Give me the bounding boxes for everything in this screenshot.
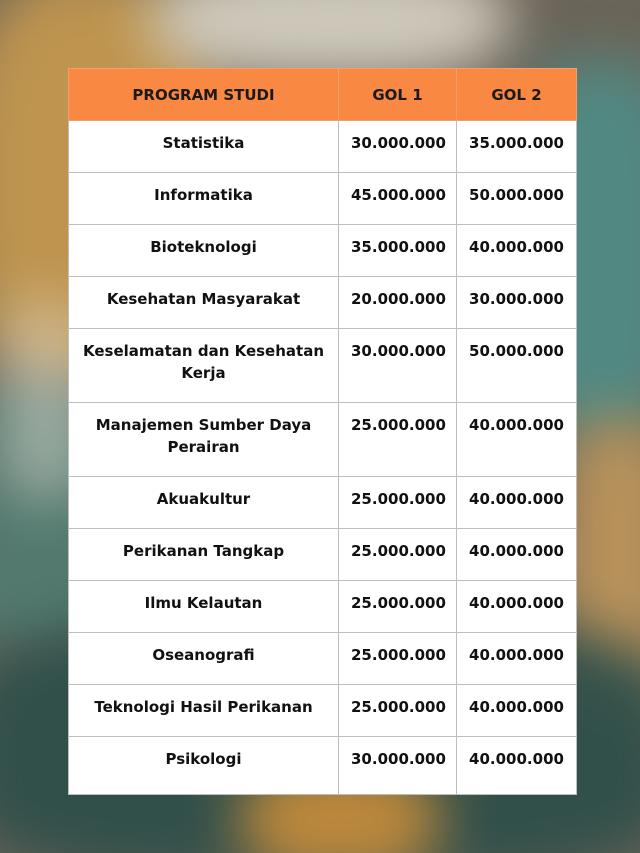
cell-gol-2: 40.000.000 [457, 737, 577, 795]
table-row [69, 277, 577, 329]
cell-program: Teknologi Hasil Perikanan [69, 685, 339, 737]
cell-gol-2: 40.000.000 [457, 581, 577, 633]
header-gol-1: GOL 1 [339, 69, 457, 121]
cell-gol-1: 35.000.000 [339, 225, 457, 277]
cell-program: Ilmu Kelautan [69, 581, 339, 633]
cell-gol-2: 40.000.000 [457, 403, 577, 477]
cell-program: Informatika [69, 173, 339, 225]
table-row [69, 329, 577, 403]
tuition-table-card [68, 68, 576, 788]
table-header-row [69, 69, 577, 121]
cell-gol-2: 35.000.000 [457, 121, 577, 173]
cell-program: Keselamatan dan Kesehatan Kerja [69, 329, 339, 403]
table-row [69, 529, 577, 581]
cell-gol-1: 30.000.000 [339, 737, 457, 795]
cell-program: Kesehatan Masyarakat [69, 277, 339, 329]
cell-gol-1: 25.000.000 [339, 581, 457, 633]
cell-program: Psikologi [69, 737, 339, 795]
table-row [69, 403, 577, 477]
tuition-table [68, 68, 577, 795]
cell-gol-1: 20.000.000 [339, 277, 457, 329]
table-row [69, 685, 577, 737]
cell-program: Perikanan Tangkap [69, 529, 339, 581]
cell-gol-1: 25.000.000 [339, 403, 457, 477]
cell-gol-1: 45.000.000 [339, 173, 457, 225]
header-gol-2: GOL 2 [457, 69, 577, 121]
cell-gol-2: 40.000.000 [457, 477, 577, 529]
table-row [69, 225, 577, 277]
table-row [69, 581, 577, 633]
cell-gol-1: 30.000.000 [339, 121, 457, 173]
cell-gol-2: 50.000.000 [457, 173, 577, 225]
cell-program: Akuakultur [69, 477, 339, 529]
cell-program: Manajemen Sumber Daya Perairan [69, 403, 339, 477]
cell-gol-1: 30.000.000 [339, 329, 457, 403]
cell-program: Oseanografi [69, 633, 339, 685]
table-row [69, 121, 577, 173]
header-program-studi: PROGRAM STUDI [69, 69, 339, 121]
cell-gol-2: 40.000.000 [457, 225, 577, 277]
table-body [69, 121, 577, 795]
cell-program: Statistika [69, 121, 339, 173]
cell-gol-1: 25.000.000 [339, 685, 457, 737]
cell-gol-1: 25.000.000 [339, 529, 457, 581]
cell-gol-2: 50.000.000 [457, 329, 577, 403]
table-row [69, 173, 577, 225]
cell-gol-2: 30.000.000 [457, 277, 577, 329]
cell-program: Bioteknologi [69, 225, 339, 277]
cell-gol-2: 40.000.000 [457, 633, 577, 685]
cell-gol-1: 25.000.000 [339, 633, 457, 685]
cell-gol-2: 40.000.000 [457, 529, 577, 581]
table-row [69, 633, 577, 685]
table-row [69, 477, 577, 529]
cell-gol-1: 25.000.000 [339, 477, 457, 529]
cell-gol-2: 40.000.000 [457, 685, 577, 737]
table-row [69, 737, 577, 795]
